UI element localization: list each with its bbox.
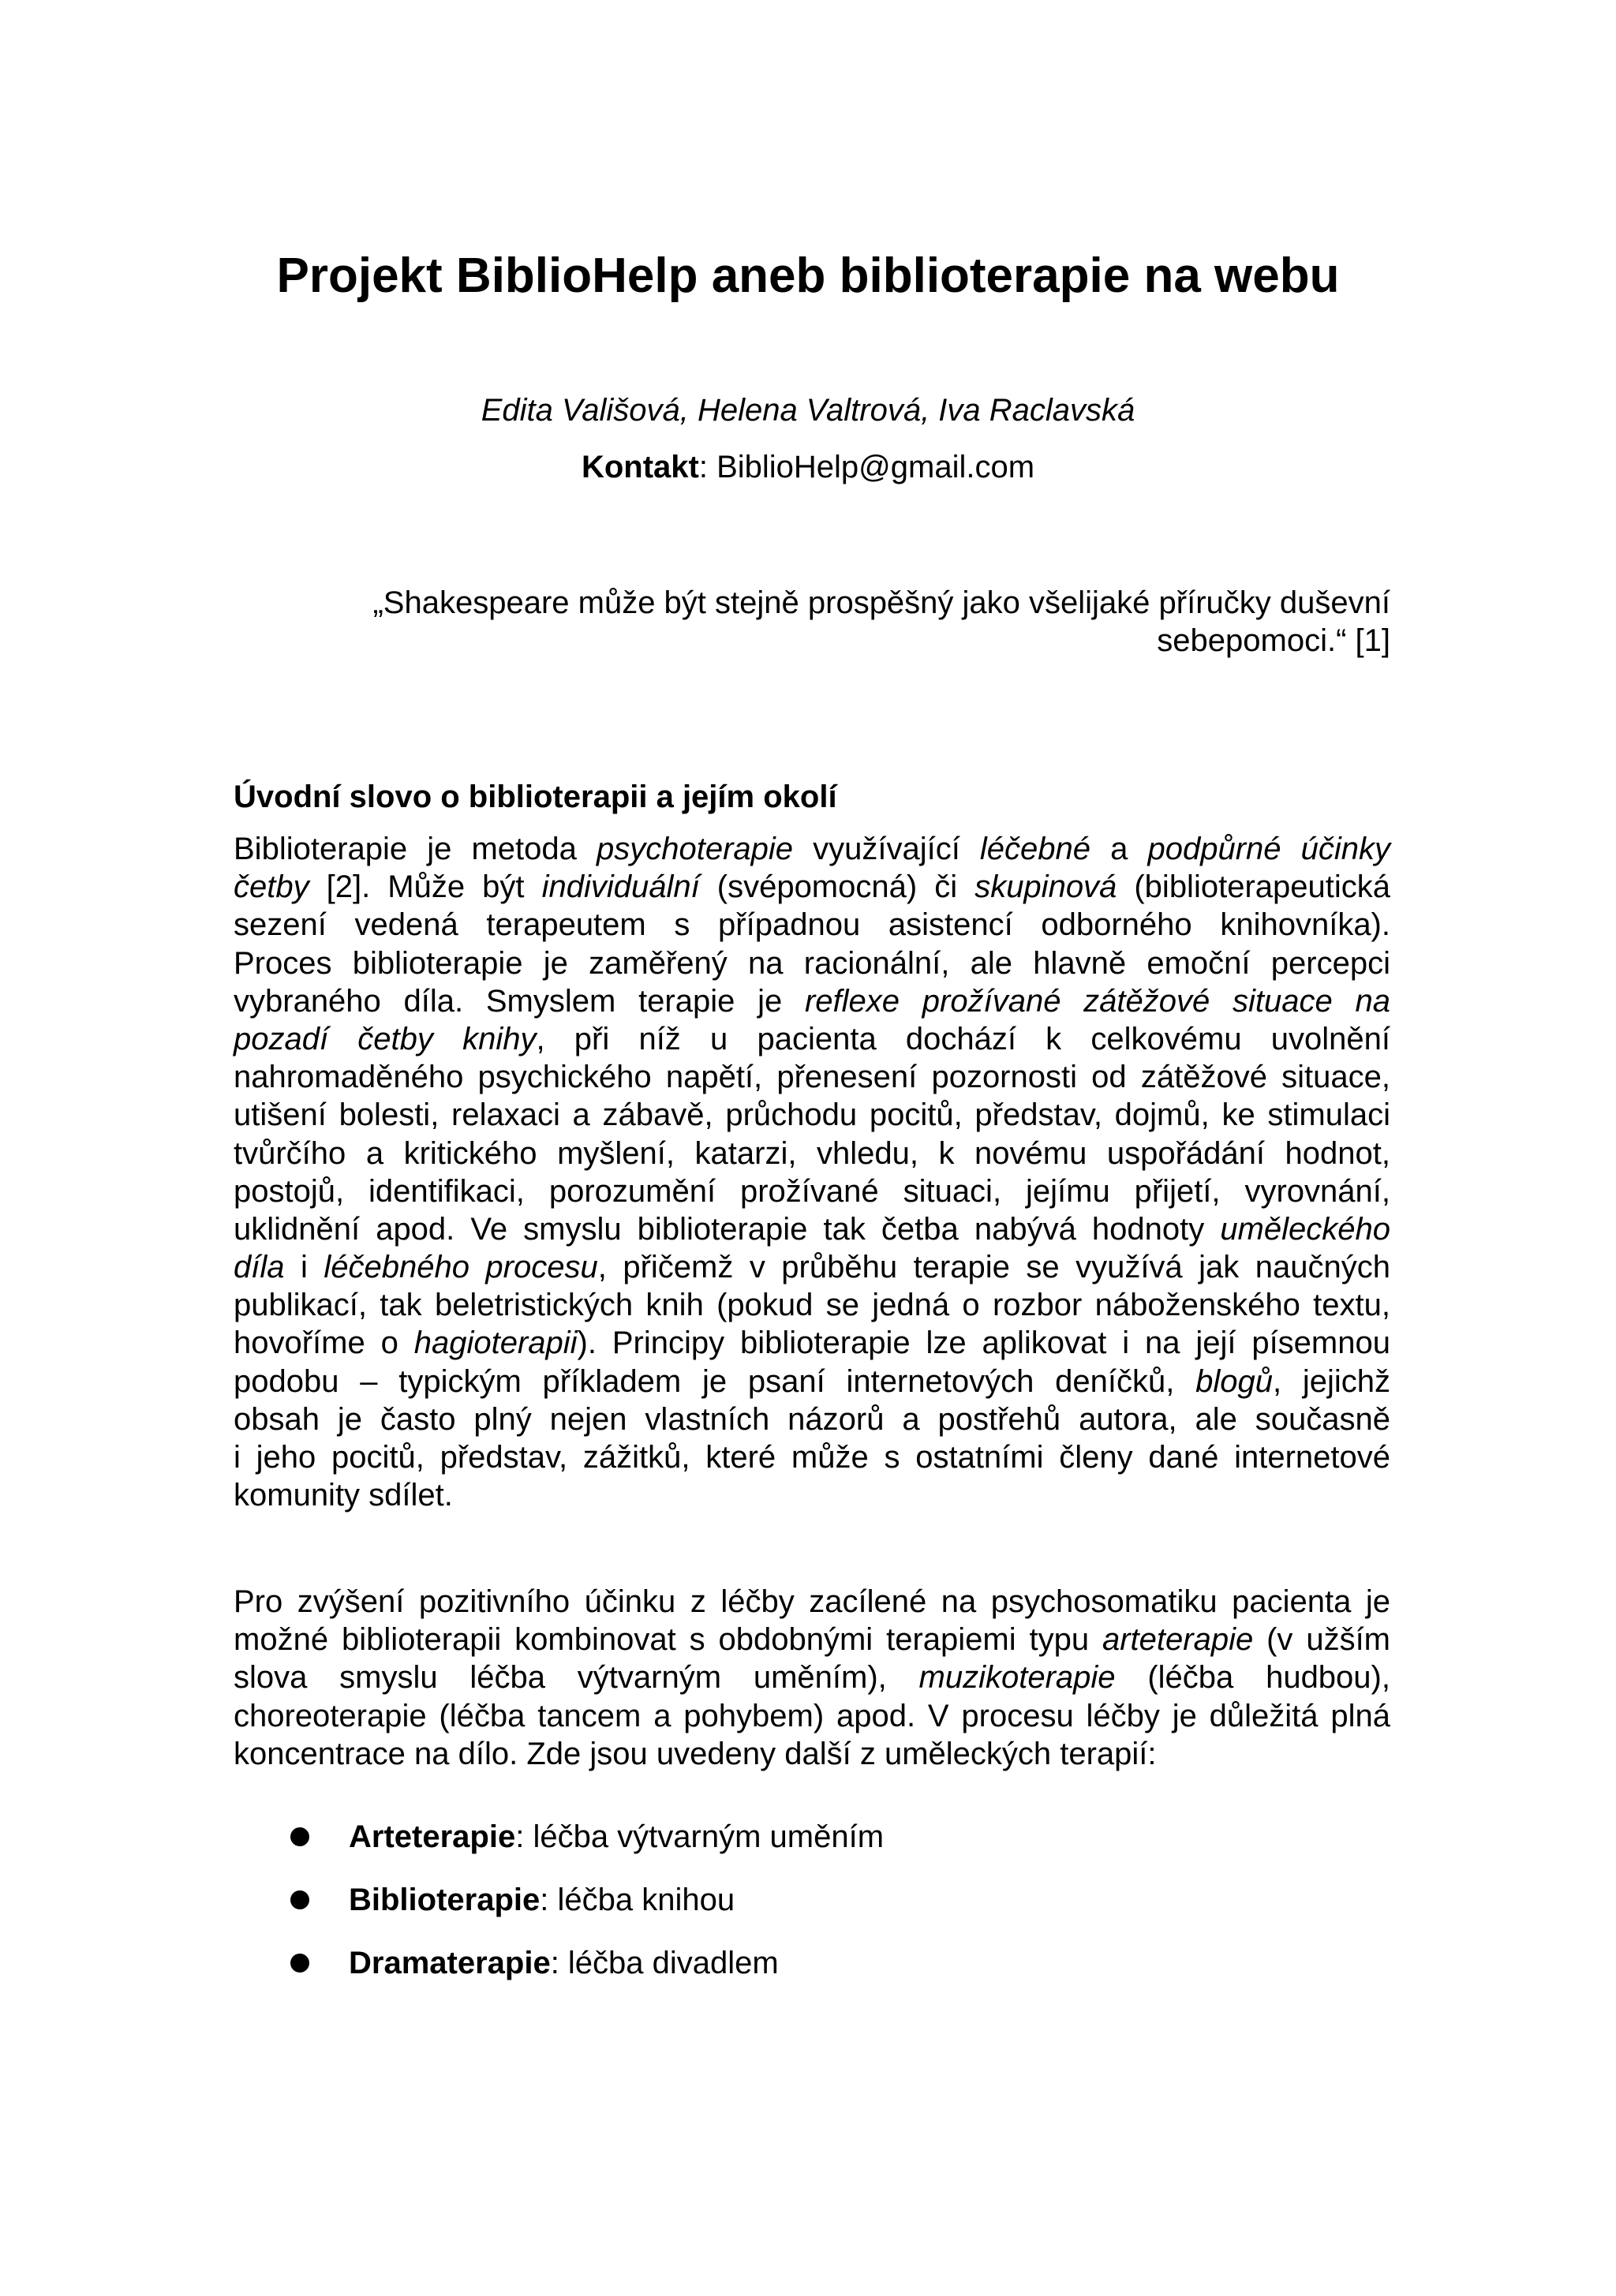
text-line: publikací, tak beletristických knih (pokud se jedná o rozbor náboženského textu, [234, 1288, 1390, 1323]
contact-line [0, 445, 1616, 489]
text-line: komunity sdílet. [234, 1478, 453, 1513]
text-line: i jeho pocitů, představ, zážitků, které může s ostatními členy dané internetové [234, 1440, 1390, 1475]
text-line: vybraného díla. Smyslem terapie je reflexe prožívané zátěžové situace na [234, 983, 1390, 1019]
text-line: díla i léčebného procesu, přičemž v průběhu terapie se využívá jak naučných [234, 1250, 1390, 1285]
list-separator: : [550, 1946, 568, 1980]
text-line: podobu – typickým příkladem je psaní internetových deníčků, blogů, jejichž [234, 1363, 1390, 1399]
text-line: choreoterapie (léčba tancem a pohybem) apod. V procesu léčby je důležitá plná [234, 1698, 1390, 1733]
text-line: slova smyslu léčba výtvarným uměním), muzikoterapie (léčba hudbou), [234, 1660, 1390, 1696]
text-line: uklidnění apod. Ve smyslu biblioterapie tak četba nabývá hodnoty uměleckého [234, 1211, 1390, 1247]
list-description: léčba výtvarným uměním [533, 1819, 885, 1854]
list-item [234, 1941, 884, 2004]
contact-email: BiblioHelp@gmail.com [716, 450, 1035, 484]
contact-label: Kontakt [581, 450, 699, 484]
quote-line: „Shakespeare může být stejně prospěšný jako všelijaké příručky duševní [372, 585, 1390, 620]
list-separator: : [540, 1883, 558, 1917]
text-line: tvůrčího a kritického myšlení, katarzi, vhledu, k novému uspořádání hodnot, [234, 1135, 1390, 1171]
list-description: léčba knihou [557, 1883, 735, 1917]
epigraph-quote [331, 584, 1390, 660]
contact-separator: : [698, 450, 717, 484]
list-item [234, 1815, 884, 1878]
bullet-icon [290, 1827, 309, 1846]
text-line: Biblioterapie je metoda psychoterapie využívající léčebné a podpůrné účinky [234, 832, 1390, 866]
document-title: Projekt BiblioHelp aneb biblioterapie na webu [276, 249, 1340, 303]
list-item [234, 1878, 884, 1941]
text-line: sezení vedená terapeutem s případnou asistencí odborného knihovníka). [234, 907, 1390, 943]
list-term: Arteterapie [349, 1819, 516, 1854]
authors: Edita Vališová, Helena Valtrová, Iva Raclavská [481, 393, 1135, 428]
text-line: obsah je často plný nejen vlastních názorů a postřehů autora, ale současně [234, 1401, 1390, 1437]
section-heading: Úvodní slovo o biblioterapii a jejím okolí [234, 780, 837, 814]
text-line: postojů, identifikaci, porozumění prožívané situaci, jejímu přijetí, vyrovnání, [234, 1173, 1390, 1209]
text-line: Proces biblioterapie je zaměřený na racionální, ale hlavně emoční percepci [234, 945, 1390, 981]
list-term: Dramaterapie [349, 1946, 551, 1980]
text-line: četby [2]. Může být individuální (svépomocná) či skupinová (biblioterapeutická [234, 869, 1390, 905]
text-line: utišení bolesti, relaxaci a zábavě, průchodu pocitů, představ, dojmů, ke stimulaci [234, 1098, 1390, 1133]
text-line: Pro zvýšení pozitivního účinku z léčby zacílené na psychosomatiku pacienta je [234, 1584, 1390, 1619]
list-description: léčba divadlem [567, 1946, 779, 1980]
paragraph-intro [234, 830, 1390, 1514]
text-line: hovoříme o hagioterapii). Principy biblioterapie lze aplikovat i na její písemnou [234, 1326, 1390, 1361]
text-line: koncentrace na dílo. Zde jsou uvedeny další z uměleckých terapií: [234, 1736, 1157, 1771]
text-line: pozadí četby knihy, při níž u pacienta dochází k celkovému uvolnění [234, 1021, 1390, 1056]
list-separator: : [515, 1819, 533, 1854]
text-line: možné biblioterapii kombinovat s obdobnými terapiemi typu arteterapie (v užším [234, 1622, 1390, 1658]
bullet-icon [290, 1954, 309, 1973]
text-line: nahromaděného psychického napětí, přenesení pozornosti od zátěžové situace, [234, 1060, 1390, 1095]
therapy-list [234, 1815, 884, 2004]
list-term: Biblioterapie [349, 1883, 541, 1917]
paragraph-therapies [234, 1583, 1390, 1773]
quote-line: sebepomoci.“ [1] [1157, 623, 1390, 658]
bullet-icon [290, 1890, 309, 1909]
